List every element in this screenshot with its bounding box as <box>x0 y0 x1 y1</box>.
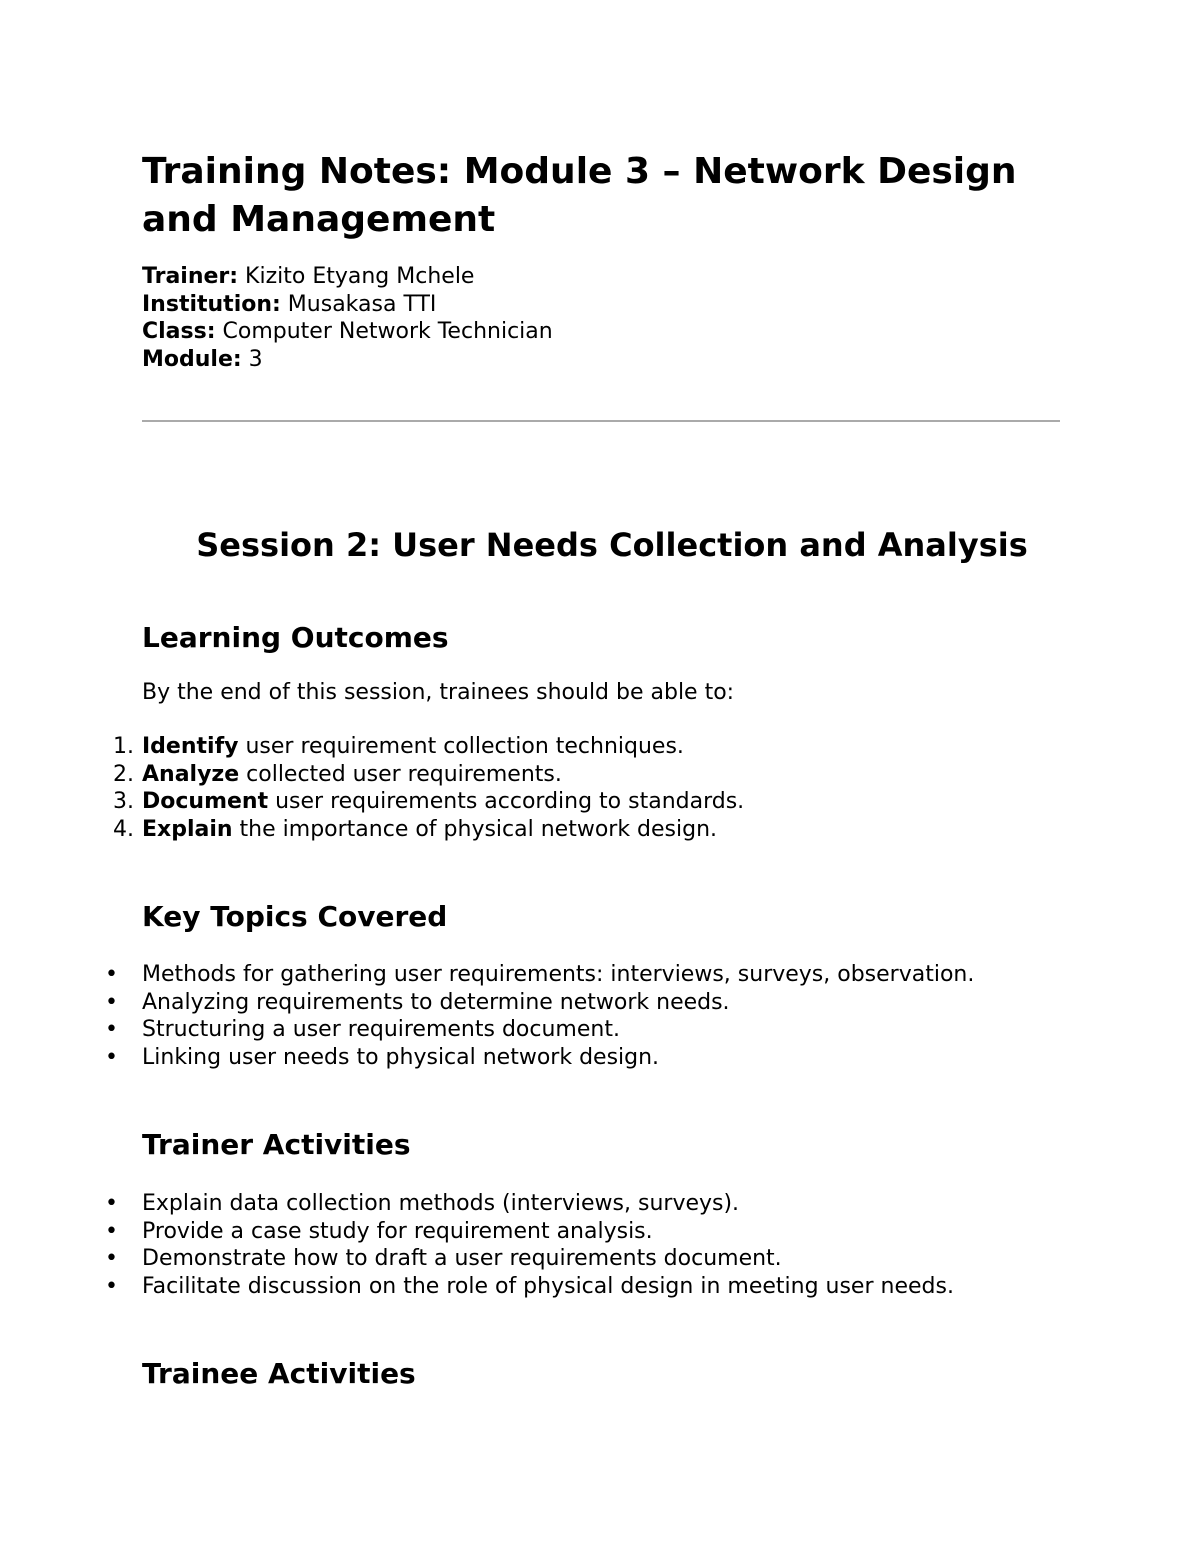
list-item <box>105 1044 974 1072</box>
meta-institution <box>142 291 553 319</box>
list-item <box>105 1016 974 1044</box>
bullet-icon: • <box>105 1017 118 1043</box>
session-title: Session 2: User Needs Collection and Analysis <box>196 526 1028 564</box>
list-number: 4. <box>113 816 134 842</box>
list-item <box>113 761 744 789</box>
bullet-icon: • <box>105 1218 118 1244</box>
horizontal-divider <box>142 420 1060 422</box>
learning-outcomes-list <box>113 733 745 843</box>
bullet-icon: • <box>105 1273 118 1299</box>
list-item <box>105 961 975 989</box>
bullet-icon: • <box>105 1044 118 1070</box>
meta-label: Trainer: <box>142 264 239 289</box>
list-item <box>105 989 974 1017</box>
key-topics-list <box>105 961 975 1071</box>
list-item-text: Explain data collection methods (interviews, surveys). <box>142 1191 740 1216</box>
list-item-text: Linking user needs to physical network design. <box>142 1044 660 1070</box>
list-number: 2. <box>113 761 134 787</box>
list-item <box>105 1218 954 1246</box>
list-number: 1. <box>113 734 134 759</box>
outcome-text: the importance of physical network design. <box>232 816 718 842</box>
meta-value: Kizito Etyang Mchele <box>238 264 475 289</box>
trainer-activities-list <box>105 1190 954 1300</box>
list-item <box>105 1245 954 1273</box>
meta-label: Module: <box>142 346 242 372</box>
meta-label: Institution: <box>142 291 281 317</box>
bullet-icon: • <box>105 1191 118 1216</box>
key-topics-heading: Key Topics Covered <box>142 900 448 933</box>
list-item <box>105 1273 954 1301</box>
meta-module <box>142 346 553 374</box>
outcome-verb: Analyze <box>142 761 240 787</box>
list-item <box>113 788 745 816</box>
meta-value: Computer Network Technician <box>215 319 553 344</box>
meta-value: 3 <box>241 346 263 372</box>
meta-value: Musakasa TTI <box>280 291 437 317</box>
document-meta <box>142 263 553 373</box>
meta-trainer <box>142 263 553 291</box>
outcome-text: user requirement collection techniques. <box>238 734 684 759</box>
bullet-icon: • <box>105 1246 118 1272</box>
learning-outcomes-heading: Learning Outcomes <box>142 621 449 654</box>
outcome-verb: Explain <box>142 816 233 842</box>
list-item-text: Structuring a user requirements document. <box>142 1017 620 1043</box>
list-item-text: Provide a case study for requirement analysis. <box>142 1218 653 1244</box>
list-item-text: Facilitate discussion on the role of physical design in meeting user needs. <box>142 1273 954 1299</box>
outcome-verb: Identify <box>142 734 239 759</box>
bullet-icon: • <box>105 962 118 987</box>
list-number: 3. <box>113 789 134 815</box>
list-item-text: Methods for gathering user requirements: interviews, surveys, observation. <box>142 962 975 987</box>
document-title: Training Notes: Module 3 – Network Design and Management <box>142 151 1017 240</box>
list-item <box>113 733 744 761</box>
list-item <box>113 816 744 844</box>
outcome-verb: Document <box>142 789 269 815</box>
bullet-icon: • <box>105 989 118 1015</box>
list-item-text: Demonstrate how to draft a user requirements document. <box>142 1246 782 1272</box>
outcome-text: user requirements according to standards. <box>268 789 745 815</box>
list-item <box>105 1190 954 1218</box>
trainer-activities-heading: Trainer Activities <box>142 1128 411 1161</box>
list-item-text: Analyzing requirements to determine network needs. <box>142 989 730 1015</box>
outcome-text: collected user requirements. <box>239 761 562 787</box>
meta-class <box>142 318 553 346</box>
learning-outcomes-intro: By the end of this session, trainees should be able to: <box>142 680 735 705</box>
trainee-activities-heading: Trainee Activities <box>142 1357 416 1390</box>
meta-label: Class: <box>142 319 216 344</box>
